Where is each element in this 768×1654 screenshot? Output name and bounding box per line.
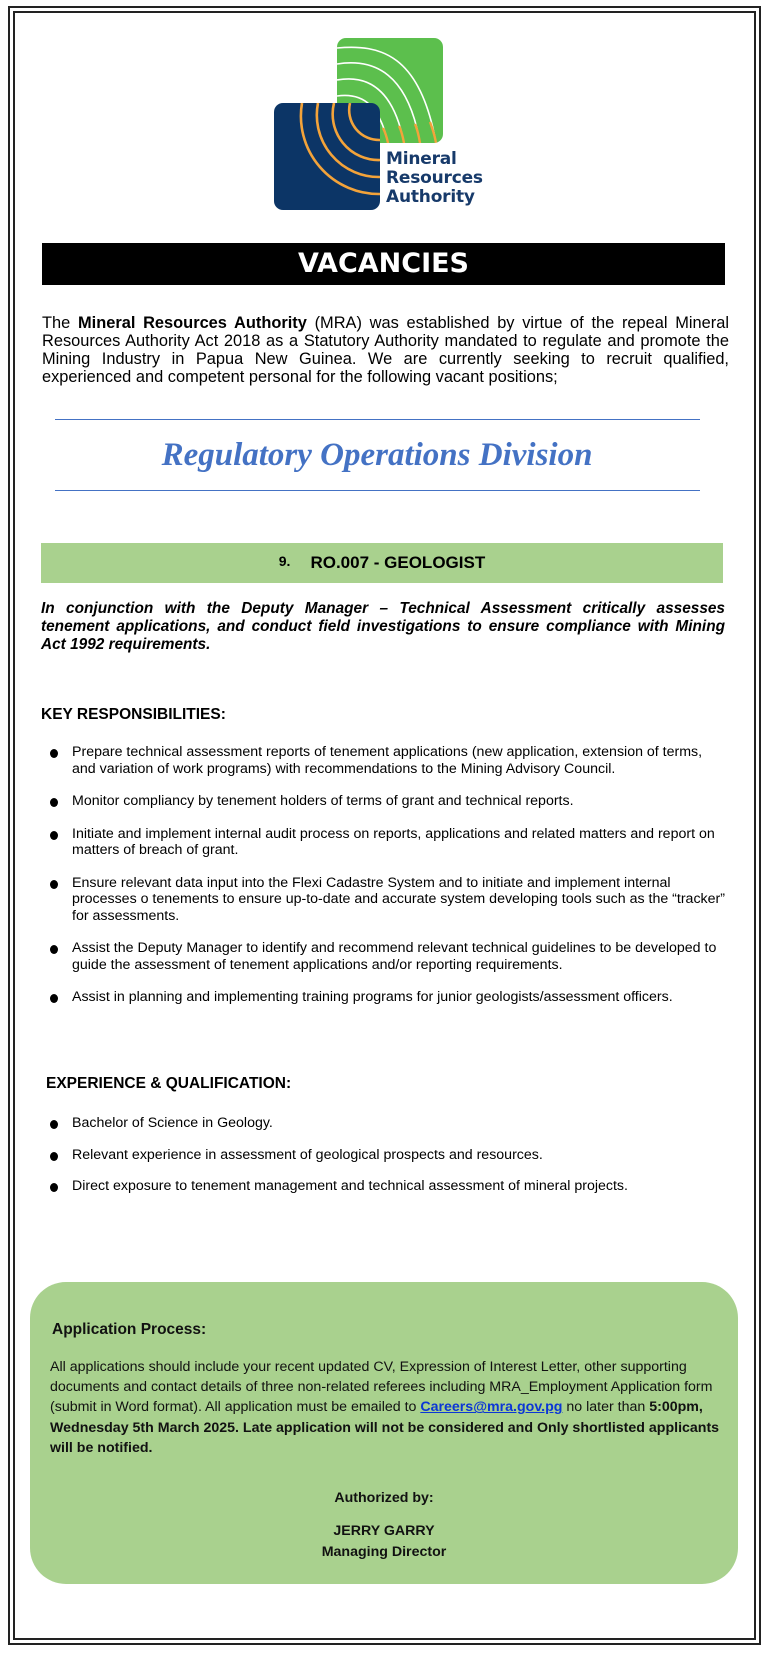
list-item <box>48 826 728 859</box>
responsibilities-heading: KEY RESPONSIBILITIES: <box>41 706 226 723</box>
list-item <box>48 1178 728 1195</box>
list-item <box>48 744 728 777</box>
bullet-icon <box>50 1183 58 1192</box>
mra-logo <box>270 34 500 216</box>
application-body-1: All applications should include your recent updated CV, Expression of Interest Letter, other supporting documents and contact details of three non-related referees including MRA_Employment Application form (submit in Word format). All application must be emailed to <box>50 1359 713 1416</box>
bullet-icon <box>50 1152 58 1161</box>
application-instructions <box>50 1357 720 1458</box>
list-item-text: Ensure relevant data input into the Flexi Cadastre System and to initiate and implement internal processes o tenements to ensure up-to-date and accurate system developing tools such as the “tracker” for assessments. <box>72 874 725 924</box>
list-item <box>48 940 728 973</box>
responsibilities-list <box>48 744 728 1006</box>
list-item-text: Bachelor of Science in Geology. <box>72 1115 273 1131</box>
bullet-icon <box>50 880 58 889</box>
qualifications-heading: EXPERIENCE & QUALIFICATION: <box>46 1075 292 1092</box>
list-item-text: Relevant experience in assessment of geological prospects and resources. <box>72 1146 543 1163</box>
application-heading: Application Process: <box>52 1321 207 1338</box>
division-title: Regulatory Operations Division <box>161 437 593 473</box>
division-divider-top <box>55 419 700 420</box>
logo-wordmark <box>386 150 483 207</box>
list-item-text: Assist in planning and implementing training programs for junior geologists/assessment officers. <box>72 989 673 1005</box>
bullet-icon <box>50 1120 58 1129</box>
application-deadline: 5:00pm, Wednesday 5th March 2025. Late application will not be considered and Only shortlisted applicants will be notified. <box>50 1399 720 1456</box>
intro-paragraph <box>42 314 729 386</box>
position-title: RO.007 - GEOLOGIST <box>310 553 486 572</box>
list-item <box>48 793 728 810</box>
application-body-2: no later than <box>562 1399 650 1416</box>
list-item <box>48 875 728 925</box>
bullet-icon <box>50 994 58 1003</box>
intro-org-name: Mineral Resources Authority <box>77 314 307 332</box>
bullet-icon <box>50 945 58 954</box>
qualifications-list <box>48 1115 728 1195</box>
position-summary: In conjunction with the Deputy Manager – Technical Assessment critically assesses tenement applications, and conduct field investigations to ensure compliance with Mining Act 1992 requirements. <box>41 600 725 653</box>
list-item-text: Monitor compliancy by tenement holders of terms of grant and technical reports. <box>72 793 574 809</box>
list-item-text: Prepare technical assessment reports of tenement applications (new application, extension of terms, and variation of work programs) with recommendations to the Mining Advisory Council. <box>72 744 703 777</box>
position-title-bar <box>41 543 723 583</box>
signatory-title: Managing Director <box>321 1544 447 1560</box>
position-number: 9. <box>278 553 291 569</box>
careers-email-link[interactable]: Careers@mra.gov.pg <box>420 1399 563 1416</box>
intro-prefix: The <box>42 314 78 332</box>
logo-line-3: Authority <box>386 187 475 207</box>
list-item-text: Direct exposure to tenement management and technical assessment of mineral projects. <box>72 1178 628 1194</box>
intro-body: (MRA) was established by virtue of the repeal Mineral Resources Authority Act 2018 as a Statutory Authority mandated to regulate and promote the Mining Industry in Papua New Guinea. We are currently seeking to recruit qualified, experienced and competent personal for the following vacant positions; <box>42 314 729 386</box>
application-process-box <box>30 1282 738 1584</box>
bullet-icon <box>50 831 58 840</box>
list-item <box>48 1115 728 1132</box>
list-item-text: Initiate and implement internal audit process on reports, applications and related matters and report on matters of breach of grant. <box>72 825 715 858</box>
logo-line-2: Resources <box>386 168 483 188</box>
list-item <box>48 1147 728 1164</box>
list-item-text: Assist the Deputy Manager to identify and recommend relevant technical guidelines to be developed to guide the assessment of tenement applications and/or reporting requirements. <box>72 940 717 973</box>
authorized-by-label: Authorized by: <box>334 1490 434 1506</box>
signatory-name: JERRY GARRY <box>333 1523 435 1539</box>
vacancies-banner: VACANCIES <box>42 243 725 285</box>
division-divider-bottom <box>55 490 700 491</box>
list-item <box>48 989 728 1006</box>
bullet-icon <box>50 749 58 758</box>
logo-line-1: Mineral <box>386 149 457 169</box>
bullet-icon <box>50 798 58 807</box>
